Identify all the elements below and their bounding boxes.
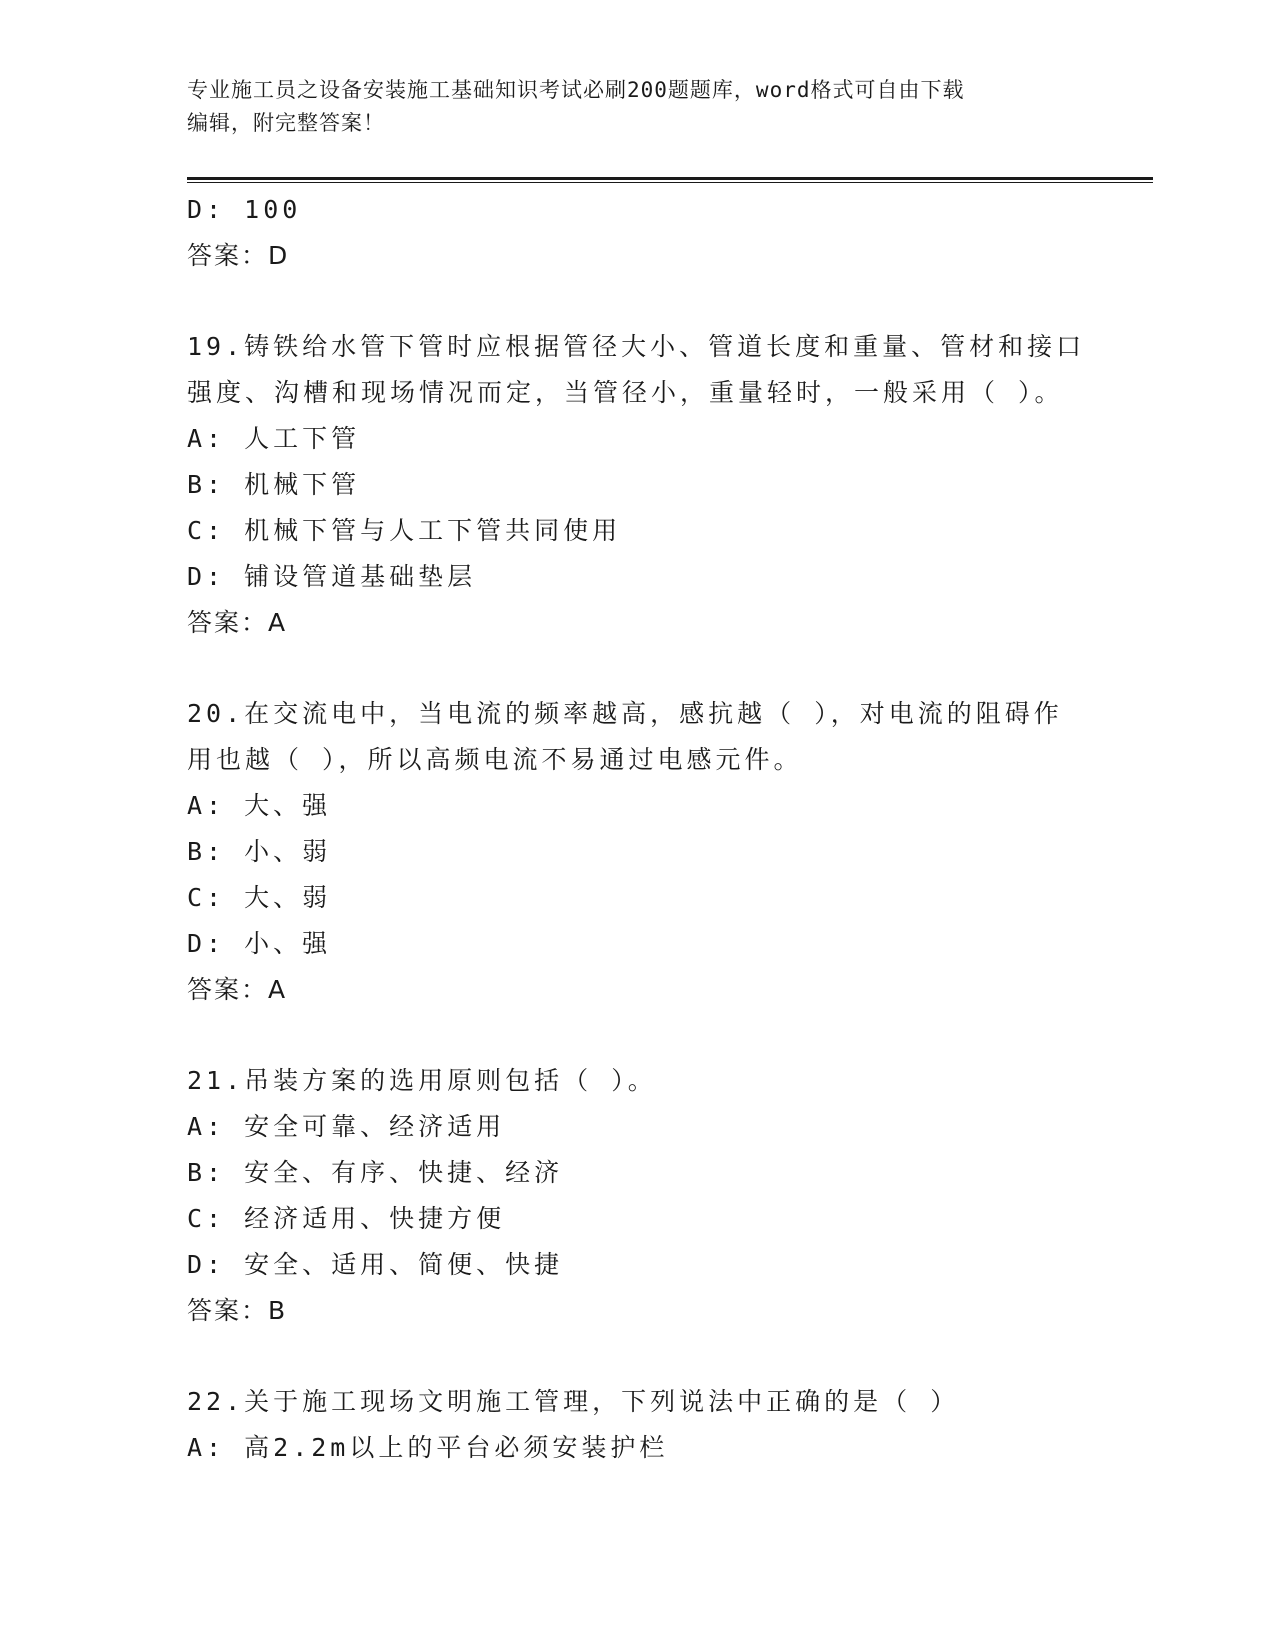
option-b: B: 机械下管: [187, 470, 361, 499]
question-21: [187, 1058, 1087, 1334]
option-a: A: 高2.2m以上的平台必须安装护栏: [187, 1433, 669, 1462]
question-stem: 强度、沟槽和现场情况而定，当管径小，重量轻时，一般采用（ ）。: [187, 378, 1064, 407]
spacer: [187, 279, 1087, 324]
question-stem: 20.在交流电中，当电流的频率越高，感抗越（ ），对电流的阻碍作: [187, 699, 1063, 728]
spacer: [187, 1013, 1087, 1058]
question-stem: 19.铸铁给水管下管时应根据管径大小、管道长度和重量、管材和接口: [187, 332, 1086, 361]
option-c: C: 机械下管与人工下管共同使用: [187, 516, 622, 545]
document-header: [187, 74, 1087, 140]
question-content: [187, 187, 1087, 1471]
question-20: [187, 691, 1087, 1013]
option-a: A: 人工下管: [187, 424, 361, 453]
prev-answer: 答案：D: [187, 241, 290, 270]
spacer: [187, 646, 1087, 691]
option-c: C: 经济适用、快捷方便: [187, 1204, 506, 1233]
header-divider-thick: [187, 177, 1153, 180]
prev-option-d: D: 100: [187, 195, 302, 224]
answer: 答案：B: [187, 1296, 288, 1325]
question-22: [187, 1379, 1087, 1471]
question-19: [187, 324, 1087, 646]
option-a: A: 大、强: [187, 791, 332, 820]
option-b: B: 安全、有序、快捷、经济: [187, 1158, 564, 1187]
option-d: D: 安全、适用、简便、快捷: [187, 1250, 564, 1279]
answer: 答案：A: [187, 975, 288, 1004]
option-d: D: 小、强: [187, 929, 332, 958]
header-divider-thin: [187, 182, 1153, 183]
header-line-1: 专业施工员之设备安装施工基础知识考试必刷200题题库，word格式可自由下载: [187, 78, 965, 102]
answer: 答案：A: [187, 608, 288, 637]
question-stem: 21.吊装方案的选用原则包括（ ）。: [187, 1066, 657, 1095]
option-b: B: 小、弱: [187, 837, 332, 866]
option-d: D: 铺设管道基础垫层: [187, 562, 477, 591]
question-stem: 用也越（ ），所以高频电流不易通过电感元件。: [187, 745, 803, 774]
spacer: [187, 1334, 1087, 1379]
question-stem: 22.关于施工现场文明施工管理，下列说法中正确的是（ ）: [187, 1387, 960, 1416]
header-line-2: 编辑，附完整答案！: [187, 111, 385, 135]
option-a: A: 安全可靠、经济适用: [187, 1112, 506, 1141]
option-c: C: 大、弱: [187, 883, 332, 912]
